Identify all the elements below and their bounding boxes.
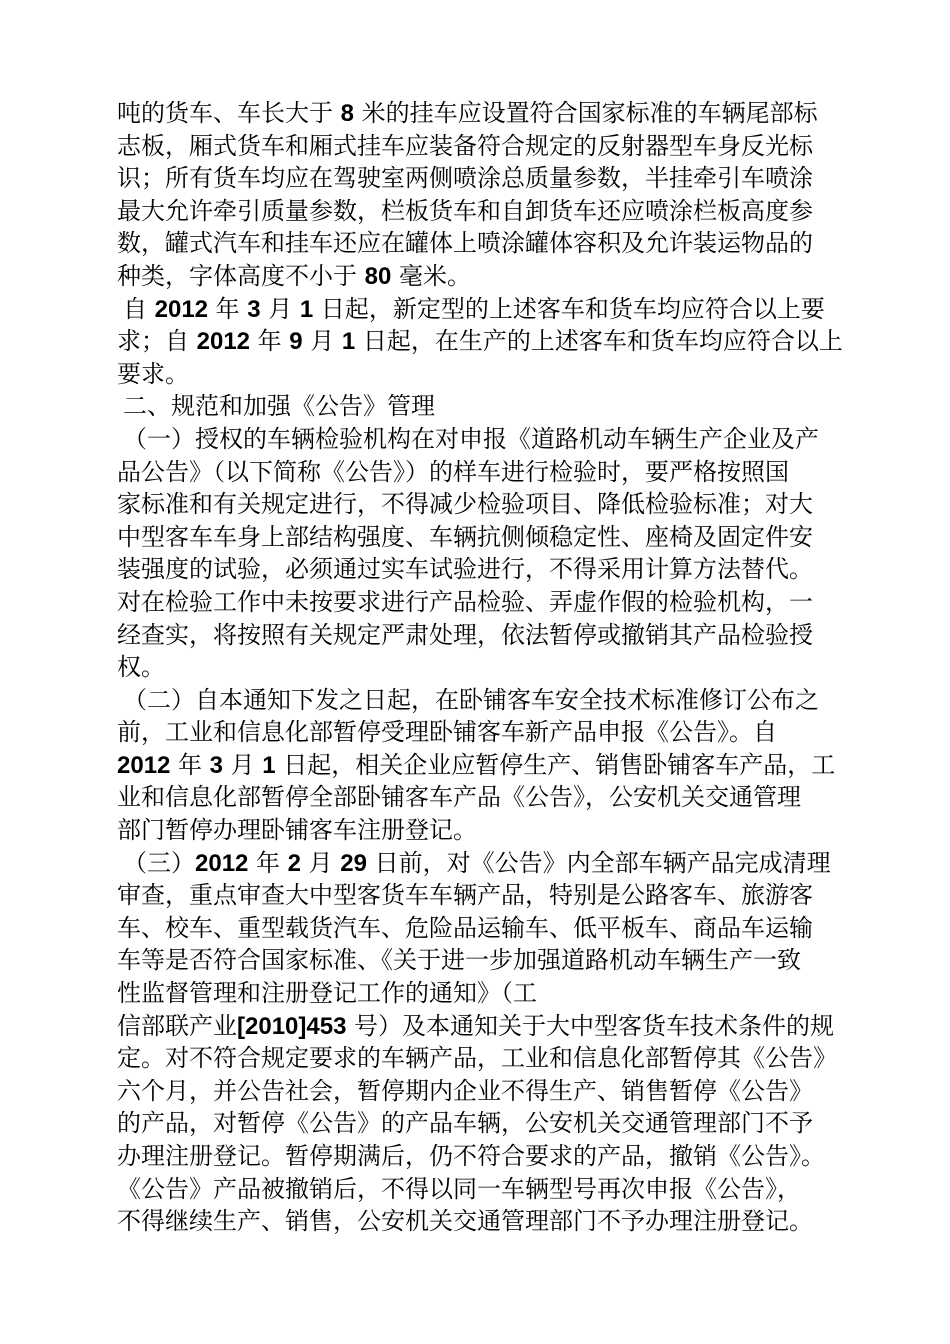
text-line: 中型客车车身上部结构强度、车辆抗侧倾稳定性、座椅及固定件安 bbox=[117, 522, 813, 551]
text-line: 不得继续生产、销售，公安机关交通管理部门不予办理注册登记。 bbox=[117, 1207, 813, 1236]
text-line: 吨的货车、车长大于 8 米的挂车应设置符合国家标准的车辆尾部标 bbox=[117, 99, 818, 127]
text-line: 装强度的试验，必须通过实车试验进行，不得采用计算方法替代。 bbox=[117, 555, 813, 584]
text-line: 家标准和有关规定进行，不得减少检验项目、降低检验标准；对大 bbox=[117, 490, 813, 519]
document-body bbox=[117, 97, 843, 1238]
text-line: 部门暂停办理卧铺客车注册登记。 bbox=[117, 816, 477, 845]
text-line: 对在检验工作中未按要求进行产品检验、弄虚作假的检验机构，一 bbox=[117, 587, 813, 616]
text-line: 自 2012 年 3 月 1 日起，新定型的上述客车和货车均应符合以上要 bbox=[123, 294, 825, 323]
text-line: 审查，重点审查大中型客货车车辆产品，特别是公路客车、旅游客 bbox=[117, 881, 813, 910]
text-line: 最大允许牵引质量参数，栏板货车和自卸货车还应喷涂栏板高度参 bbox=[117, 196, 813, 225]
text-line: 要求。 bbox=[117, 359, 189, 388]
text-line: 信部联产业[2010]453 号）及本通知关于大中型客货车技术条件的规 bbox=[117, 1011, 835, 1040]
text-line: 求；自 2012 年 9 月 1 日起，在生产的上述客车和货车均应符合以上 bbox=[117, 327, 843, 356]
text-line: 种类，字体高度不小于 80 毫米。 bbox=[117, 261, 471, 290]
text-line: 办理注册登记。暂停期满后，仍不符合要求的产品，撤销《公告》。 bbox=[117, 1142, 825, 1170]
text-line: 性监督管理和注册登记工作的通知》（工 bbox=[117, 979, 537, 1008]
text-line: 六个月，并公告社会，暂停期内企业不得生产、销售暂停《公告》 bbox=[117, 1076, 813, 1105]
text-line: 《公告》产品被撤销后，不得以同一车辆型号再次申报《公告》， bbox=[117, 1174, 801, 1203]
section-heading: 二、规范和加强《公告》管理 bbox=[123, 392, 435, 421]
text-line: 志板，厢式货车和厢式挂车应装备符合规定的反射器型车身反光标 bbox=[117, 131, 813, 160]
text-line: 数，罐式汽车和挂车还应在罐体上喷涂罐体容积及允许装运物品的 bbox=[117, 229, 813, 258]
text-line: （一）授权的车辆检验机构在对申报《道路机动车辆生产企业及产 bbox=[123, 424, 819, 453]
text-line: （二）自本通知下发之日起，在卧铺客车安全技术标准修订公布之 bbox=[123, 685, 819, 714]
text-line: 识；所有货车均应在驾驶室两侧喷涂总质量参数，半挂牵引车喷涂 bbox=[117, 164, 813, 193]
text-line: 车、校车、重型载货汽车、危险品运输车、低平板车、商品车运输 bbox=[117, 913, 813, 942]
text-line: 业和信息化部暂停全部卧铺客车产品《公告》，公安机关交通管理 bbox=[117, 783, 801, 812]
text-line: 车等是否符合国家标准、《关于进一步加强道路机动车辆生产一致 bbox=[117, 946, 801, 975]
text-line: 权。 bbox=[117, 653, 165, 682]
text-line: 的产品，对暂停《公告》的产品车辆，公安机关交通管理部门不予 bbox=[117, 1109, 813, 1138]
text-line: 定。对不符合规定要求的车辆产品，工业和信息化部暂停其《公告》 bbox=[117, 1044, 837, 1073]
text-line: 品公告》（以下简称《公告》）的样车进行检验时，要严格按照国 bbox=[117, 457, 789, 486]
text-line: 经查实，将按照有关规定严肃处理，依法暂停或撤销其产品检验授 bbox=[117, 620, 813, 649]
text-line: （三）2012 年 2 月 29 日前，对《公告》内全部车辆产品完成清理 bbox=[123, 848, 831, 877]
text-line: 前，工业和信息化部暂停受理卧铺客车新产品申报《公告》。自 bbox=[117, 718, 777, 747]
text-line: 2012 年 3 月 1 日起，相关企业应暂停生产、销售卧铺客车产品，工 bbox=[117, 750, 836, 779]
